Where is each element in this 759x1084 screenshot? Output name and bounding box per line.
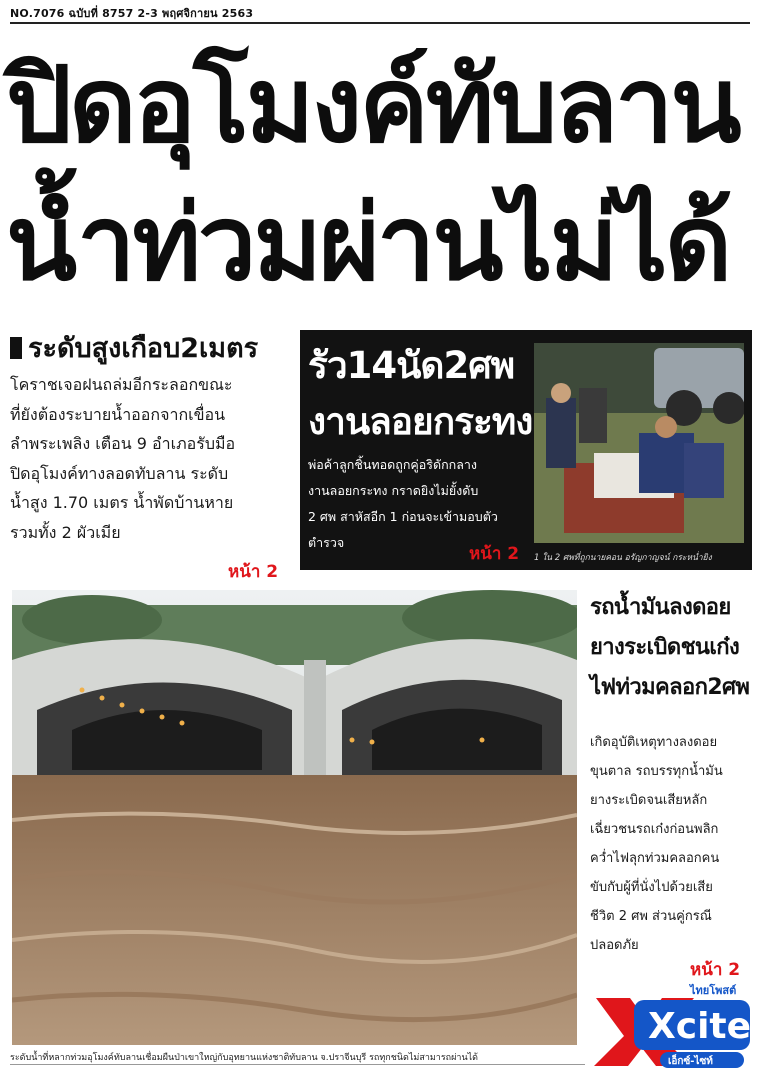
lead-body-line: รวมทั้ง 2 ผัวเมีย [10,522,121,542]
headline-line-1: ปิดอุโมงค์ทับลาน [6,44,739,166]
side-story-line: ขับกับผู้ที่นั่งไปด้วยเสีย [590,880,713,895]
side-story-line: เฉี่ยวชนรถเก๋งก่อนพลิก [590,822,719,837]
box-story-headline-2: งานลอยกระทง [308,400,533,443]
side-headline-line: ยางระเบิดชนเก๋ง [590,635,740,660]
lead-body [10,370,295,547]
xcite-logo [590,980,750,1070]
crime-photo-caption: 1 ใน 2 ศพที่ถูกนายคอน อรัญกาญจน์ กระหน่ำยิง [534,553,712,563]
box-story-line: พ่อค้าลูกชิ้นทอดถูกคู่อริดักกลาง [308,457,478,472]
lead-body-line: ลำพระเพลิง เตือน 9 อำเภอรับมือ [10,434,236,453]
flooded-tunnel-photo [12,590,577,1045]
masthead-rule [10,22,750,24]
caption-rule [10,1064,585,1065]
box-story-line: งานลอยกระทง กราดยิงไม่ยั้งดับ [308,483,479,498]
side-headline-line: รถน้ำมันลงดอย [590,595,731,620]
issue-line: NO.7076 ฉบับที่ 8757 2-3 พฤศจิกายน 2563 [10,7,254,20]
box-story-line: ตำรวจ [308,535,345,550]
tunnel-photo-caption: ระดับน้ำที่หลากท่วมอุโมงค์ทับลานเชื่อมผืนป่าเขาใหญ่กับอุทยานแห่งชาติทับลาน จ.ปราจีนบุรี รถทุกชนิดไม่สามารถผ่านได้ [10,1053,478,1063]
logo-top-text: ไทยโพสต์ [690,984,737,997]
bullet-square-icon [10,337,22,359]
headline-line-2: น้ำท่วมผ่านไม่ได้ [6,182,730,304]
lead-body-line: น้ำสูง 1.70 เมตร น้ำพัดบ้านหาย [10,493,234,512]
lead-body-line: โคราชเจอฝนถล่มอีกระลอกขณะ [10,375,233,394]
lead-subhead-text: ระดับสูงเกือบ2เมตร [28,333,259,364]
side-story-body [590,728,755,960]
side-story-line: ชีวิต 2 ศพ ส่วนคู่กรณี [590,909,712,924]
side-headline-line: ไฟท่วมคลอก2ศพ [590,675,750,700]
side-story-line: เกิดอุบัติเหตุทางลงดอย [590,735,718,750]
box-story-page-link[interactable]: หน้า 2 [469,544,520,564]
side-story-line: ยางระเบิดจนเสียหลัก [590,793,708,808]
lead-subhead [10,326,258,369]
lead-body-line: ปิดอุโมงค์ทางลอดทับลาน ระดับ [10,463,229,483]
side-story-page-link[interactable]: หน้า 2 [690,960,741,980]
side-story-headline [590,588,755,708]
side-story-line: ปลอดภัย [590,938,639,953]
lead-page-link[interactable]: หน้า 2 [228,562,279,582]
logo-mark-text: Xcite [648,1006,750,1047]
lead-body-line: ที่ยังต้องระบายน้ำออกจากเขื่อน [10,404,226,424]
side-story-line: คว่ำไฟลุกท่วมคลอกคน [590,851,720,866]
logo-sub-text: เอ็กซ์-ไซท์ [668,1056,713,1067]
side-story-line: ขุนตาล รถบรรทุกน้ำมัน [590,764,723,779]
box-story-line: 2 ศพ สาหัสอีก 1 ก่อนจะเข้ามอบตัว [308,509,498,524]
crime-scene-photo [534,343,744,543]
box-story-headline-1: รัว14นัด2ศพ [308,344,515,387]
